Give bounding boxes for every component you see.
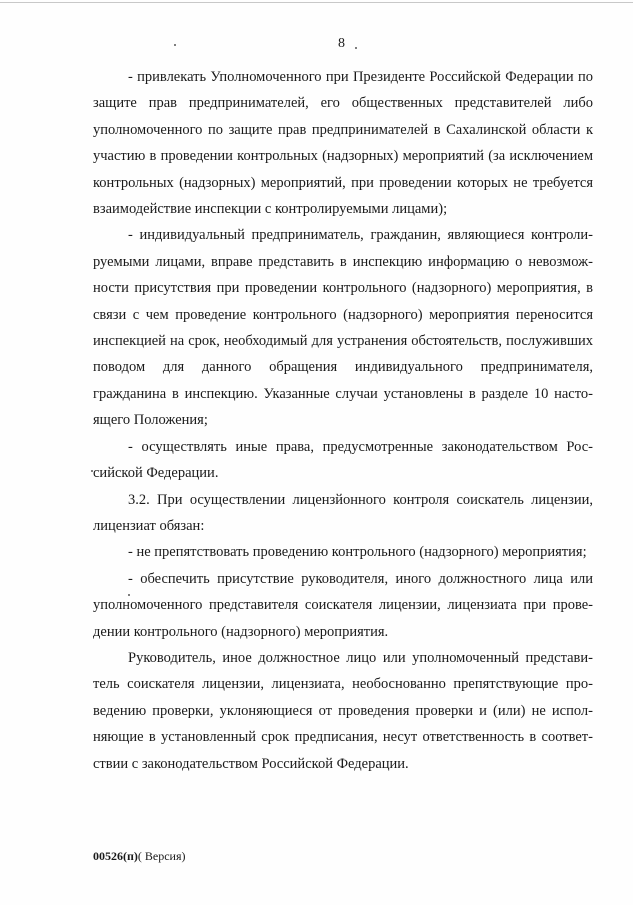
paragraph-1: - привлекать Уполномоченного при Президенте Российской Федерации по защите прав предпринимателей, его общественных представителей либо уполномоченного по защите прав предпринимателей в Сахалинской области к участию в проведении контрольных (надзорных) мероприятий (за исключением контрольных (надзорных) мероприятий, при проведении которых не требуется взаимодействие инспекции с контролируемыми лицами); [93,69,593,218]
paragraph-7: Руководитель, иное должностное лицо или уполномоченный представитель соискателя лицензии, лицензиата, необоснованно препятствующие проведению проверки, уклоняющиеся от проведения проверки и (или) не исполняющие в установленный срок предписания, несут ответственность в соответствии с законодательством Российской Федерации. [93,649,593,772]
paragraph-2: - индивидуальный предприниматель, гражданин, являющиеся контролируемыми лицами, вправе представить в инспекцию информацию о невозможности присутствия при проведении контрольного (надзорного) мероприятия, в связи с чем проведение контрольного (надзорного) мероприятия переносится инспекцией на срок, необходимый для устранения обстоятельств, послуживших поводом для данного обращения индивидуального предпринимателя, гражданина в инспекцию. Указанные случаи установлены в разделе 10 настоящего Положения; [93,227,593,429]
footer-code: 00526(п) [93,849,138,863]
paragraph-6: - обеспечить присутствие руководителя, иного должностного лица или уполномоченного представителя соискателя лицензии, лицензиата при проведении контрольного (надзорного) мероприятия. [93,570,593,640]
page-number: 8 [338,36,345,51]
scan-top-edge [0,2,633,3]
paragraph-3: - осуществлять иные права, предусмотренные законодательством Российской Федерации. [93,438,593,482]
paragraph-5: - не препятствовать проведению контрольного (надзорного) мероприятия; [128,544,587,561]
document-body [93,64,593,777]
footer-document-code [93,849,186,864]
footer-version: ( Версия) [137,849,186,863]
paragraph-4: 3.2. При осуществлении лицензйонного контроля соискатель лицензии, лицензиат обязан: [93,491,593,534]
